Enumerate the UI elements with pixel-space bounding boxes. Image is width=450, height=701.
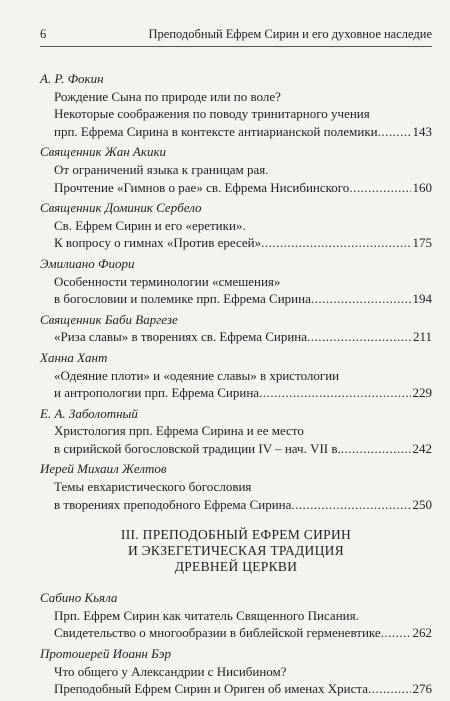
entry-title-text: в сирийской богословской традиции IV – нач. VII в. xyxy=(54,440,341,456)
dot-leader xyxy=(307,328,411,346)
entry-title-text: К вопросу о гимнах «Против ересей» xyxy=(54,235,262,251)
entry-title-text: и антропологии прп. Ефрема Сирина xyxy=(54,385,260,401)
toc-entry xyxy=(40,645,432,698)
dot-leader xyxy=(349,179,410,197)
entry-title-last-line xyxy=(40,440,432,458)
dot-leader xyxy=(259,384,410,402)
entry-author: Священник Жан Акики xyxy=(40,144,167,160)
entry-title-last-line xyxy=(40,234,432,252)
entry-author: Священник Доминик Сербело xyxy=(40,200,202,216)
entry-title-text: Прочтение «Гимнов о рае» св. Ефрема Нисибинского xyxy=(54,179,350,195)
dot-leader xyxy=(261,234,410,252)
entry-title-line: Христология прп. Ефрема Сирина и ее место xyxy=(54,423,304,439)
toc-entry xyxy=(40,405,432,458)
dot-leader xyxy=(378,123,411,141)
section-heading-line: И ЭКЗЕГЕТИЧЕСКАЯ ТРАДИЦИЯ xyxy=(128,543,344,559)
entry-page-number: 175 xyxy=(412,235,432,251)
entry-author: Е. А. Заболотный xyxy=(40,405,138,421)
entry-page-number: 250 xyxy=(412,496,432,512)
toc-entry xyxy=(40,311,432,346)
page-number: 6 xyxy=(40,27,47,41)
toc-entry xyxy=(40,143,432,196)
entry-title-line: Св. Ефрем Сирин и его «еретики». xyxy=(54,217,246,233)
entry-title-last-line xyxy=(40,290,432,308)
entry-title-text: «Риза славы» в творениях св. Ефрема Сирина xyxy=(54,329,308,345)
entry-title-line: Особенности терминологии «смешения» xyxy=(54,273,281,289)
entry-title-text: в богословии и полемике прп. Ефрема Сирина xyxy=(54,291,311,307)
toc-entry xyxy=(40,255,432,308)
entry-title-last-line xyxy=(40,384,432,402)
entry-title-text: прп. Ефрема Сирина в контексте антиарианской полемики xyxy=(54,123,378,139)
entry-title-line: Некоторые соображения по поводу тринитарного учения xyxy=(54,106,370,122)
toc-entry xyxy=(40,460,432,513)
section-heading-line: III. ПРЕПОДОБНЫЙ ЕФРЕМ СИРИН xyxy=(120,527,352,543)
section-heading-line: ДРЕВНЕЙ ЦЕРКВИ xyxy=(174,559,298,575)
running-header xyxy=(40,24,432,47)
entry-page-number: 242 xyxy=(412,440,432,456)
dot-leader xyxy=(381,624,411,642)
toc-group xyxy=(40,589,432,698)
entry-title-last-line xyxy=(40,624,432,642)
entry-title-text: в творениях преподобного Ефрема Сирина xyxy=(54,496,292,512)
entry-author: А. Р. Фокин xyxy=(40,71,104,86)
entry-title-line: Темы евхаристического богословия xyxy=(54,479,252,495)
section-heading xyxy=(40,527,432,575)
dot-leader xyxy=(291,496,410,514)
entry-page-number: 143 xyxy=(412,123,432,139)
dot-leader xyxy=(341,440,411,458)
entry-page-number: 276 xyxy=(412,681,432,697)
table-of-contents xyxy=(40,70,432,701)
entry-author: Священник Баби Варгезе xyxy=(40,311,178,327)
dot-leader xyxy=(311,290,411,308)
entry-title-text: Свидетельство о многообразии в библейской герменевтике xyxy=(54,625,381,641)
toc-group xyxy=(40,70,432,513)
entry-title-last-line xyxy=(40,123,432,141)
entry-page-number: 262 xyxy=(412,625,432,641)
toc-entry xyxy=(40,349,432,402)
entry-page-number: 229 xyxy=(412,385,432,401)
entry-author: Сабино Кьяла xyxy=(40,590,118,606)
entry-page-number: 160 xyxy=(412,179,432,195)
entry-title-line: Что общего у Александрии с Нисибином? xyxy=(54,663,287,679)
entry-title-last-line xyxy=(40,496,432,514)
entry-title-line: Рождение Сына по природе или по воле? xyxy=(54,88,281,104)
entry-title-line: «Одеяние плоти» и «одеяние славы» в христологии xyxy=(54,367,340,383)
toc-entry xyxy=(40,70,432,140)
entry-title-last-line xyxy=(40,680,432,698)
entry-page-number: 194 xyxy=(412,291,432,307)
entry-page-number: 211 xyxy=(412,329,432,345)
entry-title-line: Прп. Ефрем Сирин как читатель Священного Писания. xyxy=(54,607,359,623)
dot-leader xyxy=(368,680,411,698)
toc-entry xyxy=(40,589,432,642)
entry-author: Эмилиано Фиори xyxy=(40,255,135,271)
entry-title-last-line xyxy=(40,328,432,346)
entry-title-line: От ограничений языка к границам рая. xyxy=(54,161,269,177)
entry-author: Иерей Михаил Желтов xyxy=(40,461,167,477)
entry-author: Ханна Хант xyxy=(40,349,108,365)
toc-entry xyxy=(40,199,432,252)
running-title: Преподобный Ефрем Сирин и его духовное наследие xyxy=(148,27,432,41)
entry-title-last-line xyxy=(40,179,432,197)
entry-author: Протоиерей Иоанн Бэр xyxy=(40,646,172,662)
entry-title-text: Преподобный Ефрем Сирин и Ориген об именах Христа xyxy=(54,681,368,697)
